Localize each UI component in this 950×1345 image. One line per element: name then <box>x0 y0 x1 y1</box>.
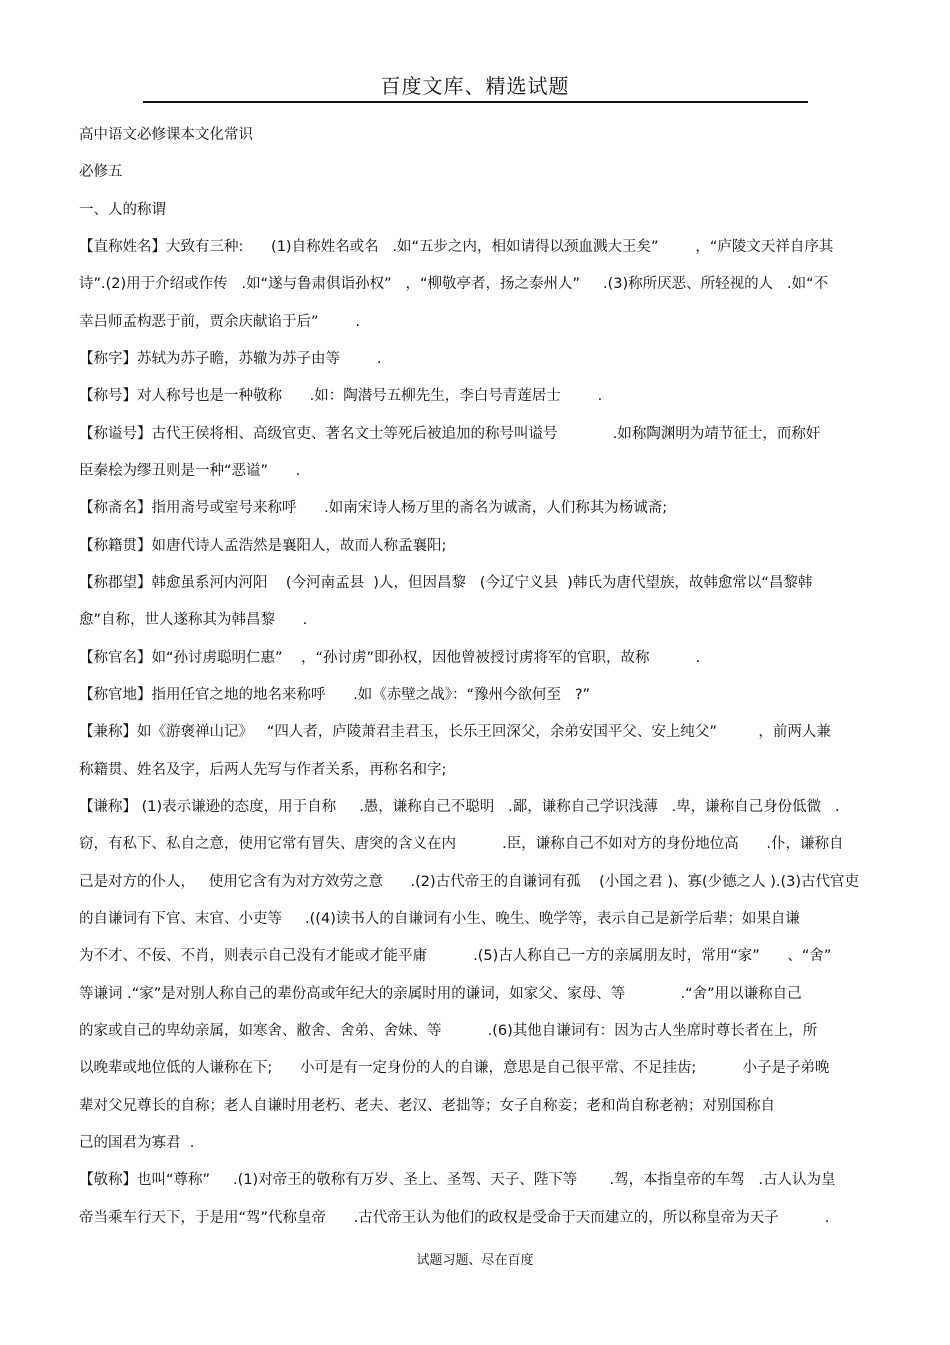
page-title: 百度文库、精选试题 <box>380 74 570 98</box>
document-line: 【称籍贯】如唐代诗人孟浩然是襄阳人，故而人称孟襄阳; <box>79 538 447 554</box>
document-line: 的家或自己的卑幼亲属，如寒舍、敝舍、舍弟、舍妹、等 .(6)其他自谦词有：因为古人坐席时尊长者在上，所 <box>79 1023 818 1039</box>
document-line: 己是对方的仆人， 使用它含有为对方效劳之意 .(2)古代帝王的自谦词有孤 (小国之君 )、寡(少德之人 ).(3)古代官吏 <box>79 874 860 890</box>
document-line: 【称官地】指用任官之地的地名来称呼 .如《赤壁之战》：“豫州今欲何至 ?” <box>79 687 591 703</box>
document-line: 【敬称】也叫“尊称” .(1)对帝王的敬称有万岁、圣上、圣驾、天子、陛下等 .驾，本指皇帝的车驾 .古人认为皇 <box>79 1172 836 1188</box>
document-line: 愈”自称，世人遂称其为韩昌黎 . <box>79 612 308 628</box>
document-line: 的自谦词有下官、末官、小吏等 .((4)读书人的自谦词有小生、晚生、晚学等，表示自己是新学后辈；如果自谦 <box>79 911 800 927</box>
document-line: 【直称姓名】大致有三种: (1)自称姓名或名 .如“五步之内，相如请得以颈血溅大王矣” ，“庐陵文天祥自序其 <box>79 239 834 255</box>
document-line: 以晚辈或地位低的人谦称在下; 小可是有一定身份的人的自谦，意思是自己很平常、不足挂齿; 小子是子弟晚 <box>79 1060 830 1076</box>
document-line: 为不才、不佞、不肖，则表示自己没有才能或才能平庸 .(5)古人称自己一方的亲属朋友时，常用“家” 、“舍” <box>79 948 832 964</box>
document-line: 【称谥号】古代王侯将相、高级官吏、著名文士等死后被追加的称号叫谥号 .如称陶渊明为靖节征士，而称奸 <box>79 426 821 442</box>
document-line: 【谦称】 (1)表示谦逊的态度，用于自称 .愚，谦称自己不聪明 .鄙，谦称自己学识浅薄 .卑，谦称自己身份低微 . <box>79 799 840 815</box>
document-line: 【称字】苏轼为苏子瞻，苏辙为苏子由等 . <box>79 351 382 367</box>
document-line: 【兼称】如《游褒禅山记》 “四人者，庐陵萧君圭君玉，长乐王回深父，余弟安国平父、安上纯父” ，前两人兼 <box>79 724 831 740</box>
document-line: 【称号】对人称号也是一种敬称 .如：陶潜号五柳先生，李白号青莲居士 . <box>79 388 603 404</box>
document-line: 幸吕师孟构恶于前，贾余庆献谄于后” . <box>79 314 360 330</box>
document-line: 辈对父兄尊长的自称；老人自谦时用老朽、老夫、老汉、老拙等；女子自称妾；老和尚自称老衲；对别国称自 <box>79 1098 775 1114</box>
document-line: 窃，有私下、私自之意，使用它常有冒失、唐突的含义在内 .臣，谦称自己不如对方的身份地位高 .仆，谦称自 <box>79 836 844 852</box>
document-line: 【称郡望】韩愈虽系河内河阳 (今河南孟县 )人，但因昌黎 (今辽宁义县 )韩氏为唐代望族，故韩愈常以“昌黎韩 <box>79 575 813 591</box>
document-line: 等谦词 .“家”是对别人称自己的辈份高或年纪大的亲属时用的谦词，如家父、家母、等 .“舍”用以谦称自己 <box>79 986 802 1002</box>
document-line: 一、人的称谓 <box>79 202 166 218</box>
document-line: 己的国君为寡君 . <box>79 1135 195 1151</box>
document-line: 【称斋名】指用斋号或室号来称呼 .如南宋诗人杨万里的斋名为诚斋，人们称其为杨诚斋; <box>79 500 668 516</box>
document-line: 必修五 <box>79 164 123 180</box>
document-line: 高中语文必修课本文化常识 <box>79 127 253 143</box>
document-line: 诗”.(2)用于介绍或作传 .如“遂与鲁肃俱诣孙权” ，“柳敬亭者，扬之泰州人” .(3)称所厌恶、所轻视的人 .如“不 <box>79 276 829 292</box>
document-line: 称籍贯、姓名及字，后两人先写与作者关系，再称名和字; <box>79 762 447 778</box>
page-footer: 试题习题、尽在百度 <box>416 1253 534 1268</box>
title-underline <box>143 101 808 103</box>
document-line: 臣秦桧为缪丑则是一种“恶谥” . <box>79 463 301 479</box>
document-line: 帝当乘车行天下，于是用“驾”代称皇帝 .古代帝王认为他们的政权是受命于天而建立的，所以称皇帝为天子 . <box>79 1210 830 1226</box>
document-line: 【称官名】如“孙讨虏聪明仁惠” ，“孙讨虏”即孙权，因他曾被授讨虏将军的官职，故称 . <box>79 650 701 666</box>
